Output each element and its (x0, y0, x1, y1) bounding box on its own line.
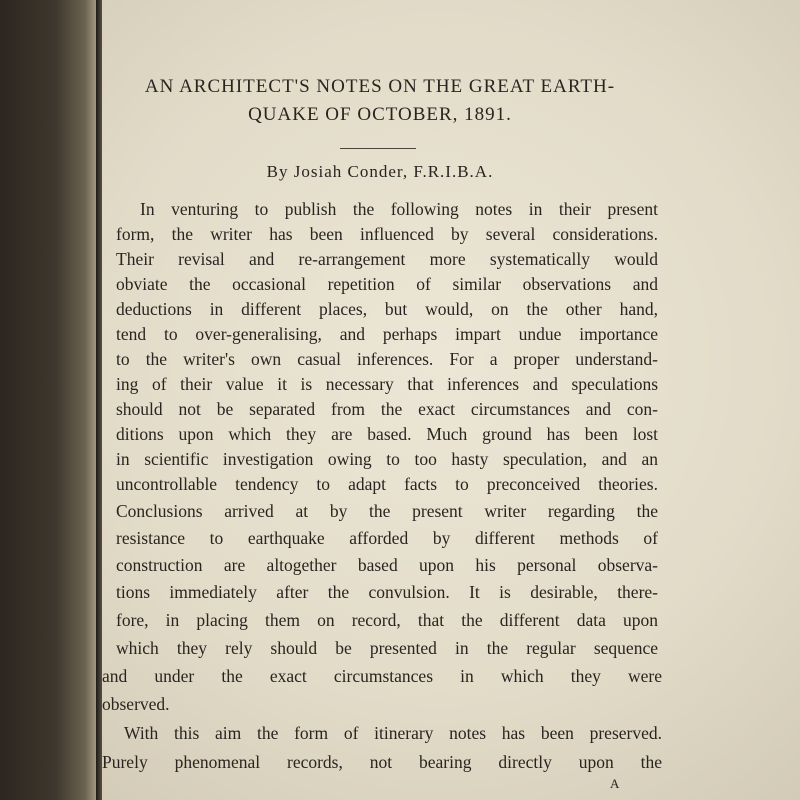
body-line: tions immediately after the convulsion. It is desirable, there- (116, 582, 658, 602)
body-line: should not be separated from the exact circumstances and con- (116, 399, 658, 419)
body-line: which they rely should be presented in the regular sequence (116, 638, 658, 658)
body-line: uncontrollable tendency to adapt facts to preconceived theories. (116, 474, 658, 494)
body-line: form, the writer has been influenced by several considerations. (116, 224, 658, 244)
article-title-line-2: QUAKE OF OCTOBER, 1891. (248, 104, 512, 125)
body-line: construction are altogether based upon his personal observa- (116, 555, 658, 575)
body-line: ing of their value it is necessary that inferences and speculations (116, 374, 658, 394)
body-line: Conclusions arrived at by the present writer regarding the (116, 501, 658, 521)
author-byline: By Josiah Conder, F.R.I.B.A. (266, 162, 494, 181)
body-line: ditions upon which they are based. Much ground has been lost (116, 424, 658, 444)
body-line: Purely phenomenal records, not bearing directly upon the (102, 752, 662, 772)
signature-mark: A (610, 776, 620, 791)
body-line: Their revisal and re-arrangement more systematically would (116, 249, 658, 269)
body-line: In venturing to publish the following notes in their present (140, 199, 658, 219)
article-title-line-1: AN ARCHITECT'S NOTES ON THE GREAT EARTH- (144, 76, 616, 97)
book-spine (0, 0, 100, 800)
body-line: and under the exact circumstances in which they were (102, 666, 662, 686)
body-line: to the writer's own casual inferences. For a proper understand- (116, 349, 658, 369)
body-line: With this aim the form of itinerary notes has been preserved. (124, 723, 662, 743)
body-line: resistance to earthquake afforded by different methods of (116, 528, 658, 548)
body-line: observed. (102, 694, 170, 714)
body-line: fore, in placing them on record, that the different data upon (116, 610, 658, 630)
title-rule (340, 148, 416, 149)
body-line: deductions in different places, but would, on the other hand, (116, 299, 658, 319)
body-line: obviate the occasional repetition of similar observations and (116, 274, 658, 294)
body-line: in scientific investigation owing to too hasty speculation, and an (116, 449, 658, 469)
body-line: tend to over-generalising, and perhaps impart undue importance (116, 324, 658, 344)
